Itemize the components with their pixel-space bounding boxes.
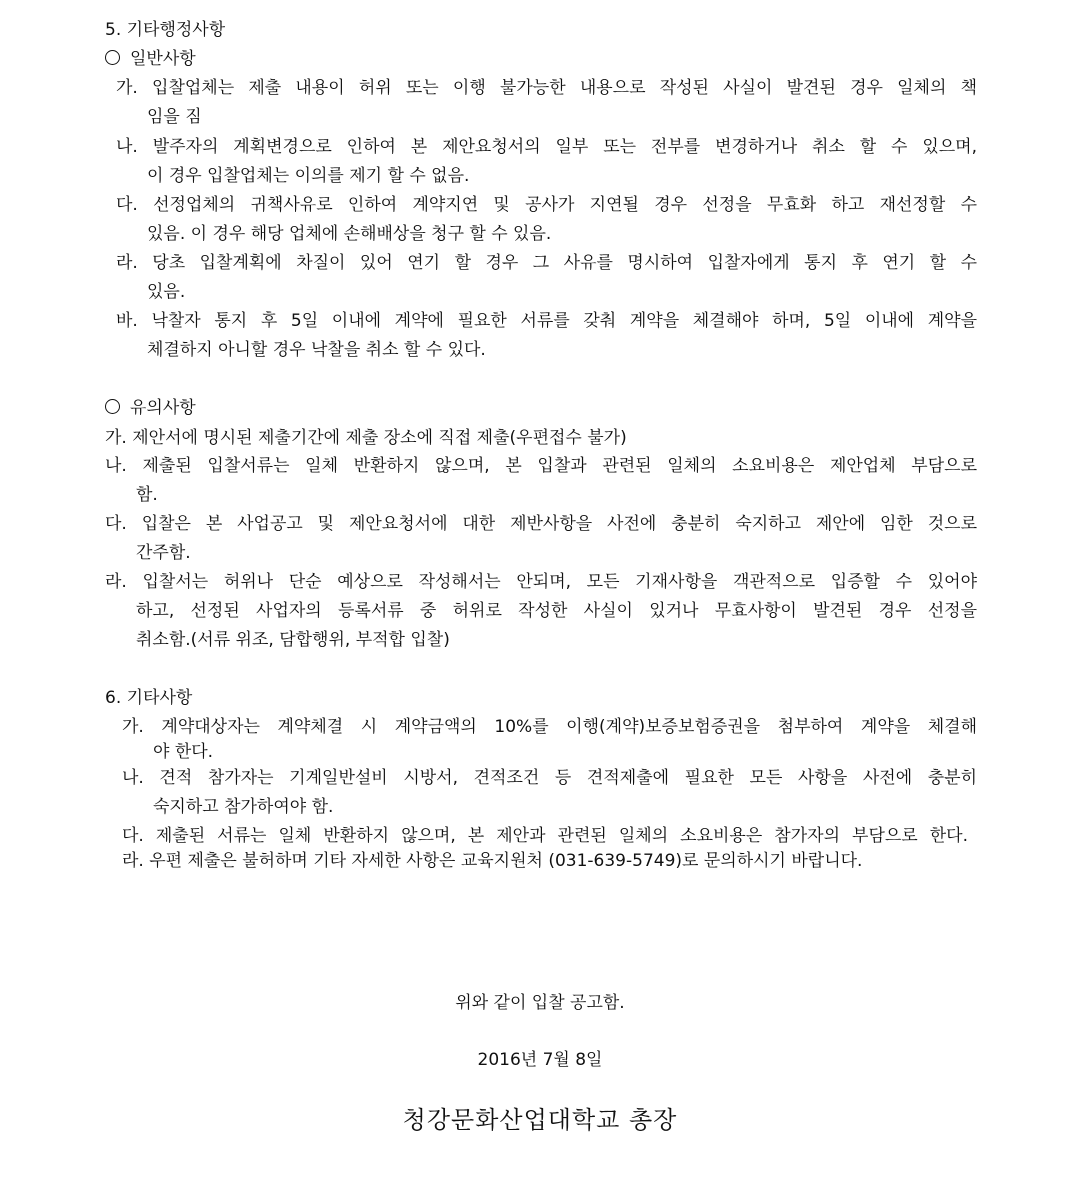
general-item-line: 나. 발주자의 계획변경으로 인하여 본 제안요청서의 일부 또는 전부를 변경하거나 취소 할 수 있으며, [116,137,977,157]
etc-item-line: 다. 제출된 서류는 일체 반환하지 않으며, 본 제안과 관련된 일체의 소요비용은 참가자의 부담으로 한다. [122,826,968,846]
section-6-heading: 6. 기타사항 [105,688,193,708]
general-item-line: 바. 낙찰자 통지 후 5일 이내에 계약에 필요한 서류를 갖춰 계약을 체결해야 하며, 5일 이내에 계약을 [116,311,978,331]
notice-date: 2016년 7월 8일 [477,1050,603,1070]
notes-item-line: 다. 입찰은 본 사업공고 및 제안요청서에 대한 제반사항을 사전에 충분히 숙지하고 제안에 임한 것으로 [105,514,977,534]
closing-statement: 위와 같이 입찰 공고함. [455,993,625,1013]
general-subheading [103,48,196,70]
etc-item-line: 가. 계약대상자는 계약체결 시 계약금액의 10%를 이행(계약)보증보험증권을 첨부하여 계약을 체결해 [122,717,977,737]
general-item-line: 임을 짐 [147,107,202,127]
signature-line: 청강문화산업대학교 총장 [402,1106,678,1134]
section-5-heading: 5. 기타행정사항 [105,20,226,40]
etc-item-line: 라. 우편 제출은 불허하며 기타 자세한 사항은 교육지원처 (031-639-5749)로 문의하시기 바랍니다. [122,851,863,871]
etc-item-line: 야 한다. [153,742,214,762]
notes-subheading-text: 유의사항 [130,398,196,418]
notes-item-line: 함. [136,485,158,505]
circle-bullet-icon [105,50,120,65]
notes-item-line: 나. 제출된 입찰서류는 일체 반환하지 않으며, 본 입찰과 관련된 일체의 소요비용은 제안업체 부담으로 [105,456,977,476]
notes-item-line: 취소함.(서류 위조, 담합행위, 부적합 입찰) [136,630,450,650]
circle-bullet-icon [105,399,120,414]
general-item-line: 이 경우 입찰업체는 이의를 제기 할 수 없음. [147,166,470,186]
notes-item-line: 가. 제안서에 명시된 제출기간에 제출 장소에 직접 제출(우편접수 불가) [105,428,627,448]
notes-item-line: 라. 입찰서는 허위나 단순 예상으로 작성해서는 안되며, 모든 기재사항을 객관적으로 입증할 수 있어야 [105,572,977,592]
general-subheading-text: 일반사항 [130,49,196,69]
etc-item-line: 숙지하고 참가하여야 함. [153,797,334,817]
general-item-line: 있음. [147,282,186,302]
etc-item-line: 나. 견적 참가자는 기계일반설비 시방서, 견적조건 등 견적제출에 필요한 모든 사항을 사전에 충분히 [122,768,977,788]
notes-item-line: 간주함. [136,543,191,563]
notes-subheading [103,397,196,419]
general-item-line: 다. 선정업체의 귀책사유로 인하여 계약지연 및 공사가 지연될 경우 선정을 무효화 하고 재선정할 수 [116,195,977,215]
general-item-line: 가. 입찰업체는 제출 내용이 허위 또는 이행 불가능한 내용으로 작성된 사실이 발견된 경우 일체의 책 [116,78,977,98]
notes-item-line: 하고, 선정된 사업자의 등록서류 중 허위로 작성한 사실이 있거나 무효사항이 발견된 경우 선정을 [136,601,977,621]
general-item-line: 있음. 이 경우 해당 업체에 손해배상을 청구 할 수 있음. [147,224,552,244]
general-item-line: 체결하지 아니할 경우 낙찰을 취소 할 수 있다. [147,340,486,360]
general-item-line: 라. 당초 입찰계획에 차질이 있어 연기 할 경우 그 사유를 명시하여 입찰자에게 통지 후 연기 할 수 [116,253,977,273]
